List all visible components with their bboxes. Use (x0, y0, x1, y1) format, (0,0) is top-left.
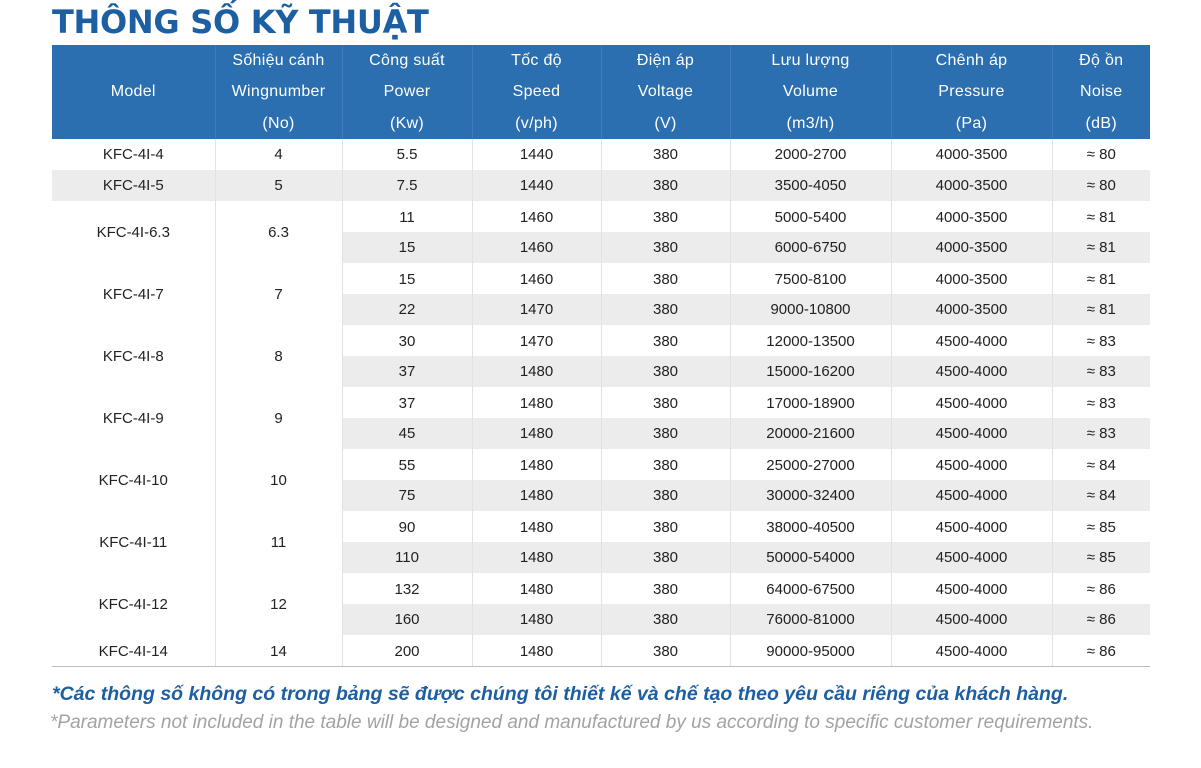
volume-cell: 20000-21600 (730, 418, 891, 449)
pressure-cell: 4000-3500 (891, 170, 1052, 202)
wing-cell: 4 (215, 139, 342, 170)
column-header-line: (No) (262, 114, 295, 132)
wing-cell: 14 (215, 635, 342, 667)
pressure-cell: 4500-4000 (891, 542, 1052, 573)
noise-cell: ≈ 80 (1052, 170, 1150, 202)
spec-table (52, 45, 1150, 667)
speed-cell: 1480 (472, 635, 601, 667)
power-cell: 110 (342, 542, 472, 573)
noise-cell: ≈ 85 (1052, 542, 1150, 573)
column-header-line: (v/ph) (515, 114, 558, 132)
speed-cell: 1480 (472, 542, 601, 573)
noise-cell: ≈ 83 (1052, 325, 1150, 356)
table-row (52, 201, 1150, 232)
column-header-line: Speed (512, 83, 561, 101)
model-cell: KFC-4I-7 (52, 263, 215, 325)
voltage-cell: 380 (601, 325, 730, 356)
voltage-cell: 380 (601, 511, 730, 542)
speed-cell: 1480 (472, 573, 601, 604)
model-cell: KFC-4I-4 (52, 139, 215, 170)
pressure-cell: 4500-4000 (891, 418, 1052, 449)
power-cell: 200 (342, 635, 472, 667)
power-cell: 5.5 (342, 139, 472, 170)
speed-cell: 1470 (472, 294, 601, 325)
column-header (342, 45, 472, 139)
column-header-line: Pressure (938, 83, 1005, 101)
power-cell: 90 (342, 511, 472, 542)
volume-cell: 5000-5400 (730, 201, 891, 232)
column-header-line: Độ ồn (1079, 52, 1124, 69)
column-header-line: (Pa) (955, 114, 988, 132)
voltage-cell: 380 (601, 170, 730, 202)
pressure-cell: 4500-4000 (891, 573, 1052, 604)
voltage-cell: 380 (601, 356, 730, 387)
noise-cell: ≈ 81 (1052, 263, 1150, 294)
model-cell: KFC-4I-12 (52, 573, 215, 635)
column-header-line: Chênh áp (935, 52, 1008, 69)
column-header-line: Noise (1080, 83, 1123, 101)
column-header-line: (m3/h) (786, 114, 835, 132)
noise-cell: ≈ 81 (1052, 294, 1150, 325)
pressure-cell: 4500-4000 (891, 635, 1052, 667)
voltage-cell: 380 (601, 573, 730, 604)
power-cell: 22 (342, 294, 472, 325)
volume-cell: 90000-95000 (730, 635, 891, 667)
model-cell: KFC-4I-11 (52, 511, 215, 573)
column-header-line: Công suất (369, 52, 445, 69)
voltage-cell: 380 (601, 139, 730, 170)
table-row (52, 170, 1150, 202)
pressure-cell: 4000-3500 (891, 263, 1052, 294)
model-cell: KFC-4I-6.3 (52, 201, 215, 263)
note-english: *Parameters not included in the table will be designed and manufactured by us according to specific customer requirements. (50, 712, 1094, 733)
speed-cell: 1440 (472, 139, 601, 170)
table-row (52, 511, 1150, 542)
voltage-cell: 380 (601, 604, 730, 635)
speed-cell: 1480 (472, 356, 601, 387)
table-row (52, 573, 1150, 604)
noise-cell: ≈ 86 (1052, 635, 1150, 667)
volume-cell: 76000-81000 (730, 604, 891, 635)
speed-cell: 1460 (472, 263, 601, 294)
power-cell: 37 (342, 387, 472, 418)
wing-cell: 10 (215, 449, 342, 511)
voltage-cell: 380 (601, 263, 730, 294)
volume-cell: 50000-54000 (730, 542, 891, 573)
column-header-line: Lưu lượng (771, 52, 850, 69)
voltage-cell: 380 (601, 542, 730, 573)
volume-cell: 64000-67500 (730, 573, 891, 604)
noise-cell: ≈ 83 (1052, 418, 1150, 449)
volume-cell: 6000-6750 (730, 232, 891, 263)
pressure-cell: 4500-4000 (891, 325, 1052, 356)
power-cell: 11 (342, 201, 472, 232)
volume-cell: 25000-27000 (730, 449, 891, 480)
voltage-cell: 380 (601, 387, 730, 418)
model-cell: KFC-4I-9 (52, 387, 215, 449)
noise-cell: ≈ 81 (1052, 232, 1150, 263)
wing-cell: 6.3 (215, 201, 342, 263)
column-header-line: Wingnumber (231, 83, 326, 101)
power-cell: 30 (342, 325, 472, 356)
wing-cell: 11 (215, 511, 342, 573)
volume-cell: 2000-2700 (730, 139, 891, 170)
speed-cell: 1480 (472, 511, 601, 542)
column-header-line: Voltage (637, 83, 694, 101)
pressure-cell: 4000-3500 (891, 201, 1052, 232)
column-header (730, 45, 891, 139)
speed-cell: 1480 (472, 449, 601, 480)
column-header-line: Điện áp (636, 52, 695, 69)
table-row (52, 449, 1150, 480)
column-header-line: Model (110, 83, 156, 101)
power-cell: 15 (342, 232, 472, 263)
page-title: THÔNG SỐ KỸ THUẬT (52, 3, 429, 41)
volume-cell: 15000-16200 (730, 356, 891, 387)
power-cell: 55 (342, 449, 472, 480)
voltage-cell: 380 (601, 294, 730, 325)
pressure-cell: 4500-4000 (891, 356, 1052, 387)
column-header-line: Tốc độ (511, 52, 562, 69)
speed-cell: 1480 (472, 418, 601, 449)
column-header (601, 45, 730, 139)
volume-cell: 38000-40500 (730, 511, 891, 542)
pressure-cell: 4500-4000 (891, 449, 1052, 480)
voltage-cell: 380 (601, 480, 730, 511)
power-cell: 132 (342, 573, 472, 604)
noise-cell: ≈ 86 (1052, 573, 1150, 604)
column-header-line: Sốhiệu cánh (232, 52, 325, 69)
column-header-line: (V) (654, 114, 677, 132)
speed-cell: 1480 (472, 387, 601, 418)
volume-cell: 12000-13500 (730, 325, 891, 356)
column-header (215, 45, 342, 139)
pressure-cell: 4500-4000 (891, 480, 1052, 511)
noise-cell: ≈ 85 (1052, 511, 1150, 542)
table-row (52, 635, 1150, 667)
volume-cell: 17000-18900 (730, 387, 891, 418)
speed-cell: 1480 (472, 480, 601, 511)
power-cell: 75 (342, 480, 472, 511)
power-cell: 37 (342, 356, 472, 387)
header-row (52, 45, 1150, 139)
voltage-cell: 380 (601, 635, 730, 667)
voltage-cell: 380 (601, 232, 730, 263)
speed-cell: 1460 (472, 201, 601, 232)
noise-cell: ≈ 86 (1052, 604, 1150, 635)
voltage-cell: 380 (601, 449, 730, 480)
volume-cell: 3500-4050 (730, 170, 891, 202)
table-row (52, 325, 1150, 356)
volume-cell: 30000-32400 (730, 480, 891, 511)
table-row (52, 387, 1150, 418)
noise-cell: ≈ 81 (1052, 201, 1150, 232)
column-header-line: (Kw) (389, 114, 425, 132)
speed-cell: 1440 (472, 170, 601, 202)
model-cell: KFC-4I-5 (52, 170, 215, 202)
noise-cell: ≈ 80 (1086, 145, 1116, 163)
wing-cell: 12 (215, 573, 342, 635)
power-cell: 45 (342, 418, 472, 449)
power-cell: 15 (342, 263, 472, 294)
speed-cell: 1470 (472, 325, 601, 356)
column-header (1052, 45, 1150, 139)
pressure-cell: 4500-4000 (891, 511, 1052, 542)
column-header-line: Volume (782, 83, 839, 101)
pressure-cell: 4000-3500 (891, 232, 1052, 263)
volume-cell: 9000-10800 (730, 294, 891, 325)
table-row (52, 263, 1150, 294)
pressure-cell: 4500-4000 (891, 387, 1052, 418)
noise-cell: ≈ 84 (1052, 480, 1150, 511)
pressure-cell: 4500-4000 (891, 604, 1052, 635)
column-header-line: (dB) (1085, 114, 1117, 132)
wing-cell: 7 (215, 263, 342, 325)
noise-cell: ≈ 83 (1052, 356, 1150, 387)
table-body (52, 139, 1150, 667)
column-header-line: Power (383, 83, 431, 101)
wing-cell: 5 (215, 170, 342, 202)
speed-cell: 1480 (472, 604, 601, 635)
note-vietnamese: *Các thông số không có trong bảng sẽ được chúng tôi thiết kế và chế tạo theo yêu cầu riêng của khách hàng. (52, 683, 1069, 705)
voltage-cell: 380 (601, 201, 730, 232)
speed-cell: 1460 (472, 232, 601, 263)
model-cell: KFC-4I-10 (52, 449, 215, 511)
noise-cell: ≈ 84 (1052, 449, 1150, 480)
wing-cell: 8 (215, 325, 342, 387)
pressure-cell: 4000-3500 (891, 294, 1052, 325)
table-row (52, 139, 1150, 170)
column-header (472, 45, 601, 139)
column-header (891, 45, 1052, 139)
pressure-cell: 4000-3500 (891, 139, 1052, 170)
voltage-cell: 380 (601, 418, 730, 449)
power-cell: 160 (342, 604, 472, 635)
model-cell: KFC-4I-14 (52, 635, 215, 667)
table-header (52, 45, 1150, 139)
power-cell: 7.5 (342, 170, 472, 202)
noise-cell: ≈ 83 (1052, 387, 1150, 418)
column-header (52, 45, 215, 139)
volume-cell: 7500-8100 (730, 263, 891, 294)
model-cell: KFC-4I-8 (52, 325, 215, 387)
wing-cell: 9 (215, 387, 342, 449)
